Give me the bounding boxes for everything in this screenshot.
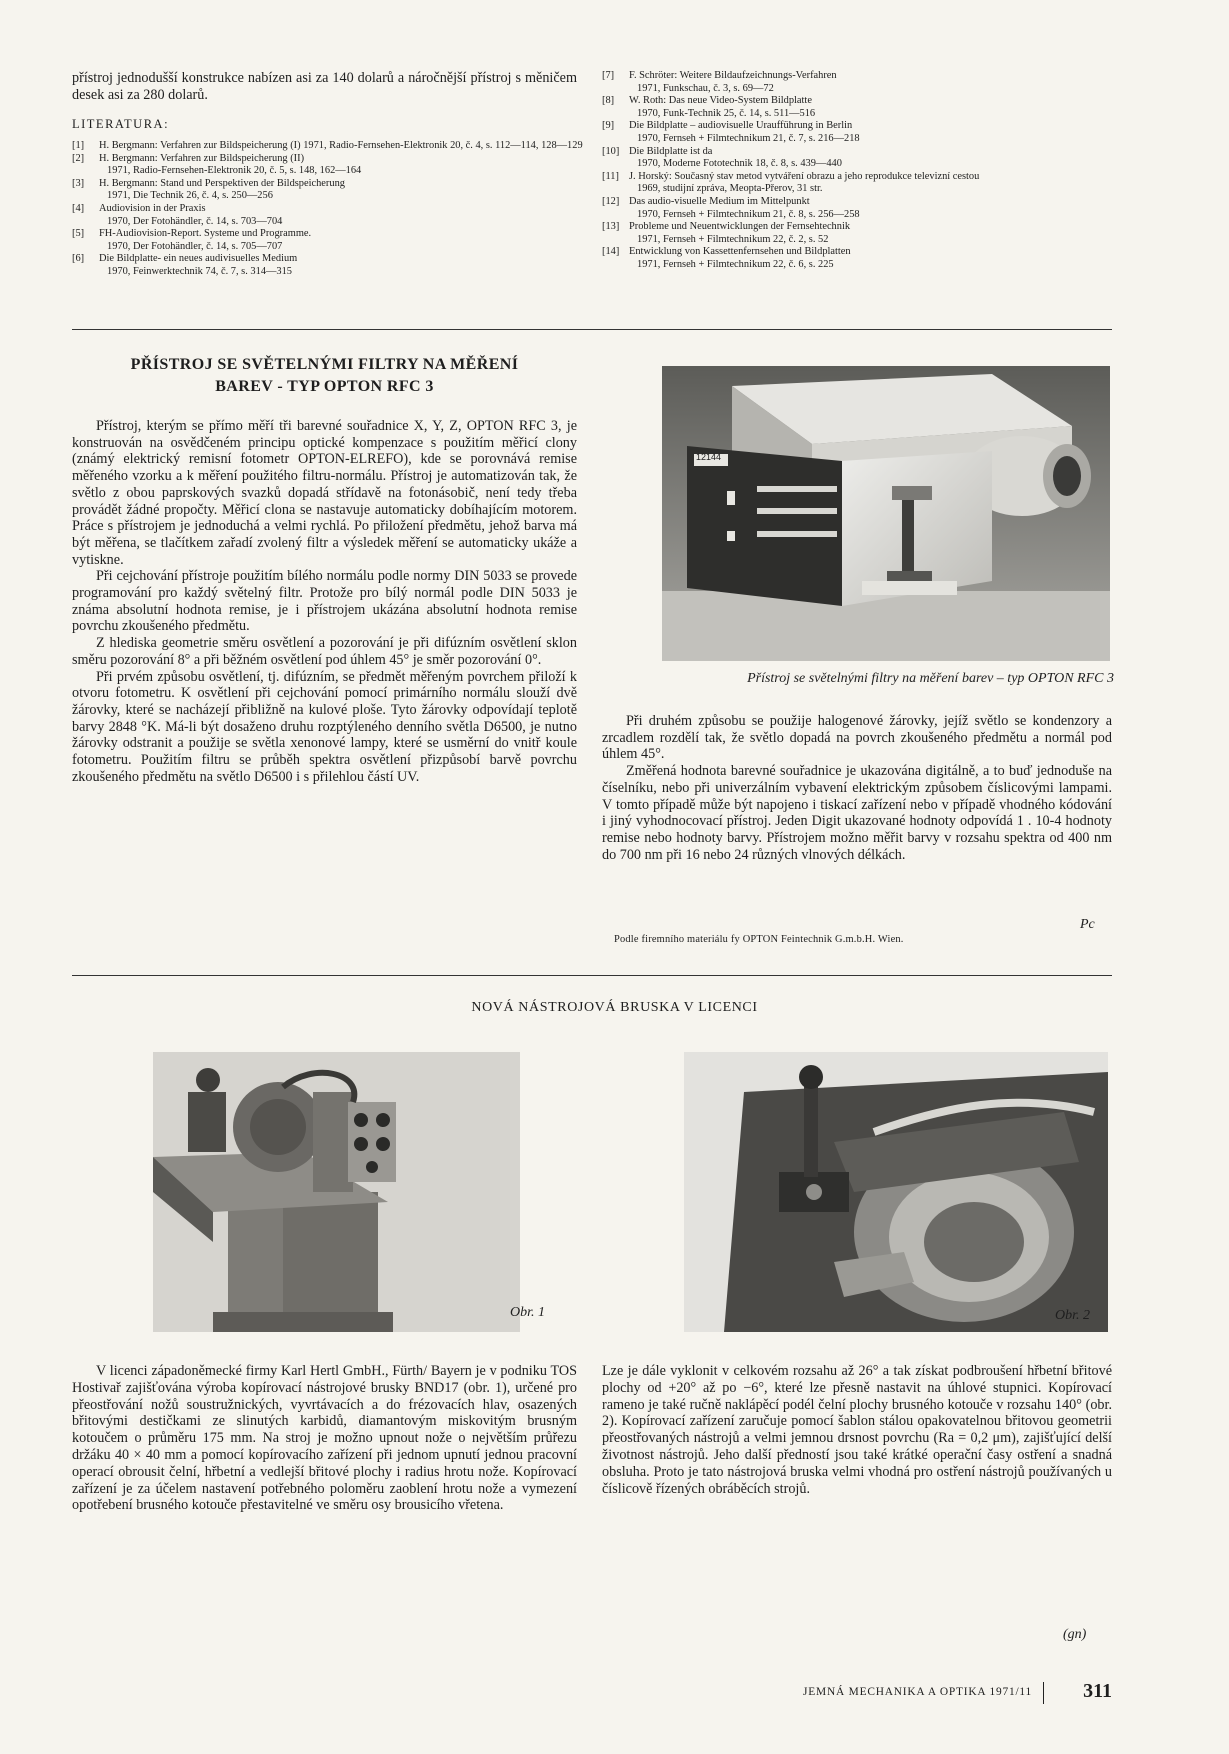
paragraph: Při prvém způsobu osvětlení, tj. difúzním, se předmět měřeným povrchem přiloží k otvoru fotometru. K osvětlení při cejchování pomocí primárního normálu slouží dvě žárovky, které se nacházejí přibližně na kulové ploše. Tyto žárovky odpovídají teplotě barvy 2848 °K. Má-li být dosaženo druhu rozptýleného denního světla D6500, je nutno žárovky odstranit a použije se světla xenonové lampy, které se usměrní do vnitř koule fotometru. Použitím filtru se průběh spektra osvětlení přizpůsobí barvě povrchu zkoušeného předmětu na světlo D6500 i s přilehlou částí UV. (72, 668, 577, 785)
reference-item: [11] J. Horský: Současný stav metod vytváření obrazu a jeho reprodukce televizní cestou 1969, studijní zpráva, Meopta-Přerov, 31 str. (602, 170, 980, 195)
source-note: Podle firemního materiálu fy OPTON Feintechnik G.m.b.H. Wien. (614, 934, 904, 945)
references-left (72, 140, 592, 279)
paragraph: Lze je dále vyklonit v celkovém rozsahu až 26° a tak získat podbroušení hřbetní břitové plochy od +20° až po −6°, které lze přesně nastavit na úhlové stupnici. Kopírovací rameno je také ručně naklápěcí podél čelní plochy brusného kotouče v rozsahu 140° (obr. 2). Kopírovací zařízení zaručuje pomocí šablon stálou opakovatelnou břitovou geometrii přeostřovaných nástrojů a velmi jemnou drsnost povrchu (Ra = 0,2 μm), zajišťující delší životnost nástrojů. Jeho další předností jsou také krátké operační časy ostření a snadná obsluha. Proto je tato nástrojová bruska velmi vhodná pro ostření nástrojů používaných u číslicově řízených obráběcích strojů. (602, 1363, 1112, 1497)
footer-separator (1043, 1682, 1044, 1704)
grinder-photo-2 (684, 1052, 1108, 1332)
reference-item: [6] Die Bildplatte- ein neues audivisuelles Medium 1970, Feinwerktechnik 74, č. 7, s. 314—315 (72, 253, 298, 277)
photo-caption: Přístroj se světelnými filtry na měření barev – typ OPTON RFC 3 (747, 671, 1114, 686)
reference-item: [2] H. Bergmann: Verfahren zur Bildspeicherung (II) 1971, Radio-Fernsehen-Elektronik 20, č. 5, s. 148, 162—164 (72, 152, 362, 177)
reference-item: [7] F. Schröter: Weitere Bildaufzeichnungs-Verfahren 1971, Funkschau, č. 3, s. 69—72 (602, 70, 837, 94)
author-signature: Pc (1080, 917, 1095, 932)
reference-item: [3] H. Bergmann: Stand und Perspektiven der Bildspeicherung 1971, Die Technik 26, č. 4, s. 250—256 (72, 177, 345, 202)
section-divider (72, 329, 1112, 330)
author-signature: (gn) (1063, 1627, 1087, 1642)
article2-body-left (72, 1363, 577, 1514)
figure-2-label: Obr. 2 (1055, 1308, 1091, 1323)
paragraph: Změřená hodnota barevné souřadnice je ukazována digitálně, a to buď jednoduše na číselníku, nebo při univerzálním vybavení elektrickým způsobem číslicovými lampami. V tomto případě může být napojeno i tiskací zařízení nebo v případě vhodného kódování i jiný vyhodnocovací přístroj. Jeden Digit ukazované hodnoty odpovídá 1 . 10-4 hodnoty remise nebo hodnoty barvy. Přístrojem možno měřit barvy v rozsahu spektra od 400 nm do 700 nm při 16 nebo 24 různých vlnových délkách. (602, 763, 1112, 863)
article2-title: NOVÁ NÁSTROJOVÁ BRUSKA V LICENCI (471, 1000, 758, 1015)
paragraph: Při druhém způsobu se použije halogenové žárovky, jejíž světlo se kondenzory a zrcadlem rozdělí tak, že světlo dopadá na povrch zkoušeného předmětu a normál pod úhlem 45°. (602, 713, 1112, 763)
paragraph: Z hlediska geometrie směru osvětlení a pozorování je při difúzním osvětlení sklon směru pozorování 8° a při běžném osvětlení pod úhlem 45° je směr pozorování 0°. (72, 635, 577, 668)
references-right (602, 70, 1122, 272)
intro-text: přístroj jednodušší konstrukce nabízen asi za 140 dolarů a náročnější přístroj s měničem desek asi za 280 dolarů. (72, 70, 577, 103)
paragraph: V licenci západoněmecké firmy Karl Hertl GmbH., Fürth/ Bayern je v podniku TOS Hostivař zajišťována výroba kopírovací nástrojové brusky BND17 (obr. 1), určené pro přeostřování nožů soustružnických, vyvrtávacích a do frézovacích hlav, osazených břitovými destičkami ze slinutých karbidů, diamantovým miskovitým brusným kotoučem o průměru 175 mm. Na stroj je možno upnout nože o největším průřezu držáku 40 × 40 mm a pomocí kopírovacího zařízení při jednom upnutí jednou pracovní operací obrousit čelní, hřbetní a vedlejší břitové plochy i radius hrotu nože. Kopírovací zařízení je za účelem nastavení potřebného poloměru zaoblení hrotu nože a vymezení opotřebení brusného kotouče přestavitelné ve směru osy brousicího vřetena. (72, 1363, 577, 1514)
tool-grinder-illustration (153, 1052, 520, 1332)
reference-item: [5] FH-Audiovision-Report. Systeme und Programme. 1970, Der Fotohändler, č. 14, s. 705—707 (72, 228, 312, 252)
article1-body-right (602, 713, 1112, 863)
journal-name: JEMNÁ MECHANIKA A OPTIKA 1971/11 (803, 1686, 1032, 1698)
article2-body-right (602, 1363, 1112, 1497)
grinder-photo-1 (153, 1052, 520, 1332)
figure-1-label: Obr. 1 (510, 1305, 546, 1320)
reference-item: [14] Entwicklung von Kassettenfernsehen und Bildplatten 1971, Fernseh + Filmtechnikum 22, č. 6, s. 225 (602, 246, 851, 270)
copying-device-illustration (684, 1052, 1108, 1332)
page-number: 311 (1083, 1680, 1112, 1702)
section-divider (72, 975, 1112, 976)
opton-rfc3-photo (662, 366, 1110, 661)
paragraph: Přístroj, kterým se přímo měří tři barevné souřadnice X, Y, Z, OPTON RFC 3, je konstruován na osvědčeném principu optické kompenzace s použitím měřicí clony (známý elektrický remisní fotometr OPTON-ELREFO), kde se porovnává remise měřeného vzorku a k měření použitého filtru-normálu. Přístroj je automatizován tak, že světlo z obou paprskových svazků dopadá střídavě na fotonásobič, není tedy třeba provádět žádné propočty. Měřicí clona se nastavuje automaticky dobíhajícím motorem. Práce s přístrojem je jednoduchá a velmi rychlá. Po přiložení předmětu, jehož barva má být měřena, se tlačítkem zařadí zvolený filtr a výsledek měření se automaticky ukáže a vytiskne. (72, 418, 577, 568)
reference-item: [13] Probleme und Neuentwicklungen der Fernsehtechnik 1971, Fernseh + Filmtechnikum 22, č. 2, s. 52 (602, 221, 851, 245)
reference-item: [12] Das audio-visuelle Medium im Mittelpunkt 1970, Fernseh + Filmtechnikum 21, č. 8, s. 256—258 (602, 195, 860, 220)
article1-title: PŘÍSTROJ SE SVĚTELNÝMI FILTRY NA MĚŘENÍ BAREV - TYP OPTON RFC 3 (130, 356, 519, 395)
reference-item: [1] H. Bergmann: Verfahren zur Bildspeicherung (I) 1971, Radio-Fernsehen-Elektronik 20, č. 4, s. 112—114, 128—129 (72, 140, 583, 151)
instrument-display-number: 12144 (696, 452, 722, 462)
article1-body-left (72, 418, 577, 785)
paragraph: Při cejchování přístroje použitím bílého normálu podle normy DIN 5033 se provede programování pro každý světelný filtr. Protože pro bílý normál podle DIN 5033 je známa absolutní hodnota remise, je i přístrojem ukázána absolutní hodnota remise povrchu zkoušeného předmětu. (72, 568, 577, 635)
reference-item: [9] Die Bildplatte – audiovisuelle Uraufführung in Berlin 1970, Fernseh + Filmtechnikum 21, č. 7, s. 216—218 (602, 120, 860, 144)
reference-item: [8] W. Roth: Das neue Video-System Bildplatte 1970, Funk-Technik 25, č. 14, s. 511—516 (602, 95, 816, 119)
literature-heading: LITERATURA: (72, 117, 170, 131)
page-footer (780, 1680, 1112, 1704)
reference-item: [4] Audiovision in der Praxis 1970, Der Fotohändler, č. 14, s. 703—704 (72, 202, 283, 227)
opton-instrument-illustration (662, 366, 1110, 661)
reference-item: [10] Die Bildplatte ist da 1970, Moderne Fototechnik 18, č. 8, s. 439—440 (602, 145, 842, 170)
